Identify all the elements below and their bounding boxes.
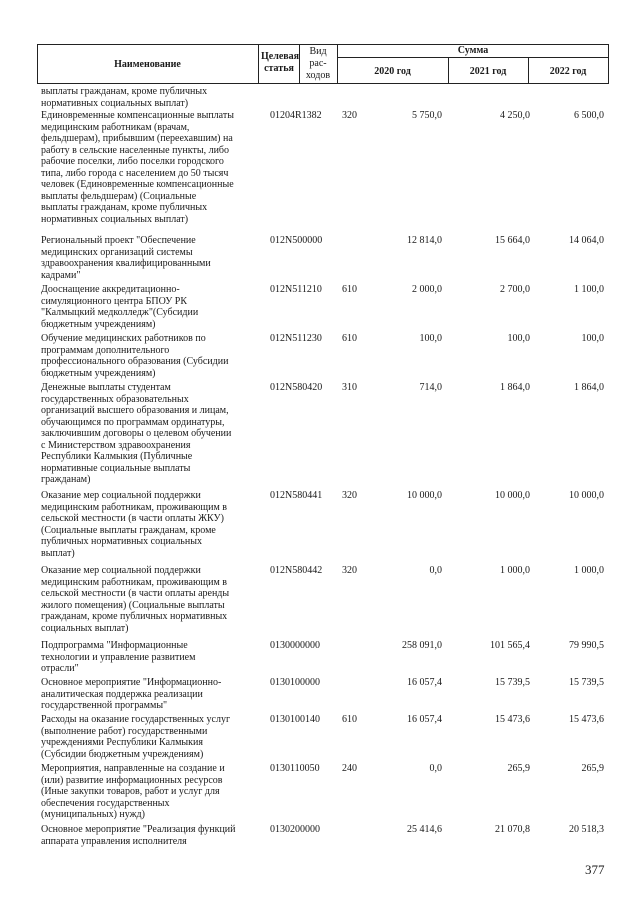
row-code: 012N580420 bbox=[270, 382, 323, 393]
row-2022: 79 990,5 bbox=[569, 640, 604, 651]
row-type: 320 bbox=[342, 565, 357, 576]
row-2021: 15 664,0 bbox=[495, 235, 530, 246]
header-2020: 2020 год bbox=[374, 66, 411, 77]
row-2022: 100,0 bbox=[581, 333, 604, 344]
row-2020: 25 414,6 bbox=[407, 824, 442, 835]
row-type: 610 bbox=[342, 284, 357, 295]
row-code: 012N580441 bbox=[270, 490, 323, 501]
row-2021: 265,9 bbox=[507, 763, 530, 774]
row-2022: 1 864,0 bbox=[574, 382, 604, 393]
row-code: 0130100000 bbox=[270, 677, 320, 688]
row-name: Оказание мер социальной поддержки медицинским работникам, проживающим в сельской местности (в части оплаты ЖКУ) (Социальные выплаты гражданам, кроме публичных нормативных социальных выплат) bbox=[41, 490, 228, 559]
row-2021: 15 473,6 bbox=[495, 714, 530, 725]
page-number: 377 bbox=[585, 862, 605, 877]
row-2022: 1 000,0 bbox=[574, 565, 604, 576]
row-name: Обучение медицинских работников по программам дополнительного профессионального образования (Субсидии бюджетным учреждениям) bbox=[41, 333, 229, 379]
row-type: 320 bbox=[342, 110, 357, 121]
row-name: Основное мероприятие "Реализация функций аппарата управления исполнителя bbox=[41, 824, 236, 847]
row-name: Мероприятия, направленные на создание и (или) развитие информационных ресурсов (Иные закупки товаров, работ и услуг для обеспечения государственных (муниципальных) нужд) bbox=[41, 763, 225, 820]
row-2020: 12 814,0 bbox=[407, 235, 442, 246]
row-2021: 15 739,5 bbox=[495, 677, 530, 688]
row-code: 0130110050 bbox=[270, 763, 320, 774]
row-2020: 16 057,4 bbox=[407, 714, 442, 725]
row-2020: 5 750,0 bbox=[412, 110, 442, 121]
row-2020: 714,0 bbox=[419, 382, 442, 393]
table-header bbox=[37, 44, 609, 84]
row-2021: 4 250,0 bbox=[500, 110, 530, 121]
header-sum: Сумма bbox=[457, 45, 489, 56]
row-2022: 10 000,0 bbox=[569, 490, 604, 501]
row-2021: 21 070,8 bbox=[495, 824, 530, 835]
row-type: 610 bbox=[342, 714, 357, 725]
row-code: 012N500000 bbox=[270, 235, 323, 246]
row-2020: 0,0 bbox=[429, 763, 442, 774]
row-type: 610 bbox=[342, 333, 357, 344]
row-name: Подпрограмма "Информационные технологии и управление развитием отрасли" bbox=[41, 640, 196, 674]
row-name: Основное мероприятие "Информационно- аналитическая поддержка реализации государственной программы" bbox=[41, 677, 222, 711]
row-code: 01204R1382 bbox=[270, 110, 322, 121]
row-2022: 1 100,0 bbox=[574, 284, 604, 295]
row-2021: 100,0 bbox=[507, 333, 530, 344]
row-2020: 0,0 bbox=[429, 565, 442, 576]
header-code: Целевая статья bbox=[261, 51, 300, 74]
row-2021: 1 864,0 bbox=[500, 382, 530, 393]
row-2020: 258 091,0 bbox=[402, 640, 442, 651]
row-name: Оказание мер социальной поддержки медицинским работникам, проживающим в сельской местности (в части оплаты аренды жилого помещения) (Социальные выплаты гражданам, кроме публичных нормативных социальных выплат) bbox=[41, 565, 230, 634]
row-name: Региональный проект "Обеспечение медицинских организаций системы здравоохранения квалифицированными кадрами" bbox=[41, 235, 211, 281]
row-2022: 20 518,3 bbox=[569, 824, 604, 835]
row-code: 012N511210 bbox=[270, 284, 322, 295]
row-type: 240 bbox=[342, 763, 357, 774]
row-name: выплаты гражданам, кроме публичных нормативных социальных выплат) bbox=[41, 86, 208, 109]
row-code: 0130000000 bbox=[270, 640, 320, 651]
row-2022: 6 500,0 bbox=[574, 110, 604, 121]
row-2021: 101 565,4 bbox=[490, 640, 530, 651]
row-code: 012N511230 bbox=[270, 333, 322, 344]
row-name: Единовременные компенсационные выплаты медицинским работникам (врачам, фельдшерам), прибывшим (переехавшим) на работу в сельские населенные пункты, либо рабочие поселки, либо поселки городского типа, либо города с населением до 50 тысяч человек (Единовременные компенсационные выплаты фельдшерам) (Социальные выплаты гражданам, кроме публичных нормативных социальных выплат) bbox=[41, 110, 234, 225]
header-2022: 2022 год bbox=[549, 66, 587, 77]
row-2021: 10 000,0 bbox=[495, 490, 530, 501]
row-type: 320 bbox=[342, 490, 357, 501]
row-2022: 265,9 bbox=[581, 763, 604, 774]
header-2021: 2021 год bbox=[469, 66, 507, 77]
row-code: 012N580442 bbox=[270, 565, 323, 576]
row-code: 0130100140 bbox=[270, 714, 320, 725]
row-name: Денежные выплаты студентам государственных образовательных организаций высшего образования и лицам, обучающимся по программам ординатуры, заключившим договоры о целевом обучении с Министерством здравоохранения Республики Калмыкия (Публичные нормативные социальные выплаты гражданам) bbox=[41, 382, 232, 485]
row-2021: 2 700,0 bbox=[500, 284, 530, 295]
row-code: 0130200000 bbox=[270, 824, 320, 835]
row-2020: 10 000,0 bbox=[407, 490, 442, 501]
row-name: Расходы на оказание государственных услуг (выполнение работ) государственными учреждениями Республики Калмыкия (Субсидии бюджетным учреждениям) bbox=[41, 714, 231, 760]
row-name: Дооснащение аккредитационно- симуляционного центра БПОУ РК "Калмыцкий медколледж"(Субсидии бюджетным учреждениям) bbox=[41, 284, 199, 330]
row-2020: 100,0 bbox=[419, 333, 442, 344]
row-2020: 16 057,4 bbox=[407, 677, 442, 688]
row-type: 310 bbox=[342, 382, 357, 393]
row-2022: 14 064,0 bbox=[569, 235, 604, 246]
header-type: Вид рас-ходов bbox=[305, 46, 331, 81]
row-2022: 15 473,6 bbox=[569, 714, 604, 725]
header-name: Наименование bbox=[114, 59, 181, 70]
row-2020: 2 000,0 bbox=[412, 284, 442, 295]
row-2021: 1 000,0 bbox=[500, 565, 530, 576]
row-2022: 15 739,5 bbox=[569, 677, 604, 688]
